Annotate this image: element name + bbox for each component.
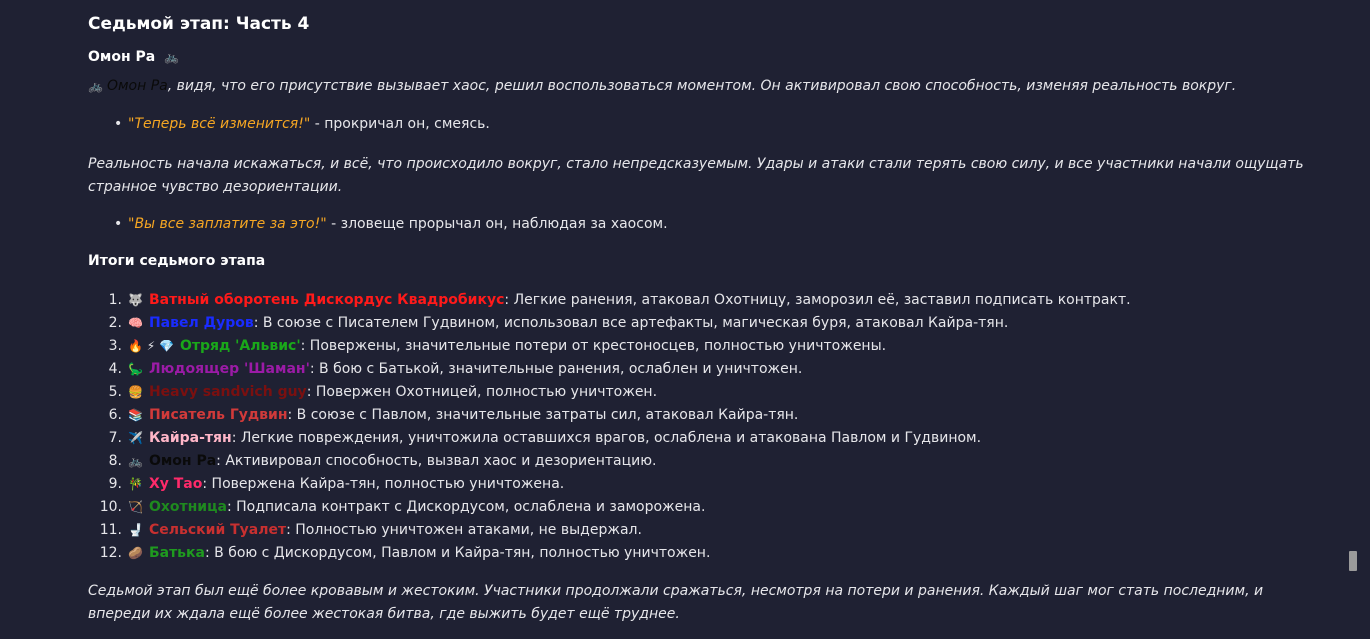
result-character-name: Сельский Туалет <box>148 522 287 538</box>
intro-paragraph <box>88 75 1236 98</box>
intro-character-name: Омон Ра <box>106 78 168 94</box>
result-character-name: Батька <box>148 545 205 561</box>
result-number: 12. <box>99 545 122 561</box>
result-number: 6. <box>108 407 122 423</box>
result-text: : Полностью уничтожен атаками, не выдержал. <box>286 522 642 538</box>
section-heading-omon-label: Омон Ра <box>88 49 156 65</box>
result-character-name: Heavy sandvich guy <box>148 384 307 400</box>
result-number: 2. <box>108 315 122 331</box>
result-icon: 🧠 <box>128 316 143 330</box>
quote-1-rest: - прокричал он, смеясь. <box>310 116 490 132</box>
paragraph-2: Реальность начала искажаться, и всё, что происходило вокруг, стало непредсказуемым. Удары и атаки стали терять свою силу, и все участники начали ощущать странное чувство дезориентации. <box>88 156 1304 195</box>
result-character-name: Охотница <box>148 499 227 515</box>
result-text: : Легкие ранения, атаковал Охотницу, заморозил её, заставил подписать контракт. <box>504 292 1131 308</box>
result-text: : Активировал способность, вызвал хаос и дезориентацию. <box>216 453 657 469</box>
result-icon: 🚲 <box>128 454 143 468</box>
scrollbar-thumb[interactable] <box>1349 551 1357 571</box>
result-text: : Повержены, значительные потери от крестоносцев, полностью уничтожены. <box>300 338 887 354</box>
result-number: 9. <box>108 476 122 492</box>
quote-2-rest: - зловеще прорычал он, наблюдая за хаосом. <box>326 216 668 232</box>
result-icon: 🏹 <box>128 500 143 514</box>
result-character-name: Отряд 'Альвис' <box>179 338 301 354</box>
result-item <box>88 450 656 473</box>
result-text: : В союзе с Павлом, значительные затраты сил, атаковал Кайра-тян. <box>287 407 799 423</box>
result-item <box>88 404 798 427</box>
result-icon: 🥔 <box>128 546 143 560</box>
quote-2: "Вы все заплатите за это!" <box>128 216 327 232</box>
result-text: : В бою с Батькой, значительные ранения, ослаблен и уничтожен. <box>309 361 803 377</box>
result-item <box>88 335 886 358</box>
page-title: Седьмой этап: Часть 4 <box>88 14 310 34</box>
result-icon: 🔥 ⚡ 💎 <box>128 339 174 353</box>
result-character-name: Омон Ра <box>148 453 217 469</box>
result-icon: 🎋 <box>128 477 143 491</box>
intro-text: , видя, что его присутствие вызывает хаос, решил воспользоваться моментом. Он активировал свою способность, изменяя реальность вокруг. <box>167 78 1237 94</box>
result-character-name: Кайра-тян <box>148 430 232 446</box>
outro-paragraph: Седьмой этап был ещё более кровавым и жестоким. Участники продолжали сражаться, несмотря на потери и ранения. Каждый шаг мог стать последним, и впереди их ждала ещё более жестокая битва, где выжить будет ещё труднее. <box>88 583 1264 622</box>
results-heading: Итоги седьмого этапа <box>88 253 266 269</box>
result-text: : В союзе с Писателем Гудвином, использовал все артефакты, магическая буря, атаковал Кайра-тян. <box>253 315 1009 331</box>
quote-1: "Теперь всё изменится!" <box>128 116 311 132</box>
result-icon: ✈️ <box>128 431 143 445</box>
result-character-name: Павел Дуров <box>148 315 254 331</box>
result-item <box>88 473 564 496</box>
section-heading-omon <box>88 49 179 65</box>
result-character-name: Ватный оборотень Дискордус Квадробикус <box>148 292 505 308</box>
result-text: : Легкие повреждения, уничтожила оставшихся врагов, ослаблена и атакована Павлом и Гудвином. <box>231 430 982 446</box>
result-number: 8. <box>108 453 122 469</box>
result-number: 10. <box>99 499 122 515</box>
result-number: 5. <box>108 384 122 400</box>
bicycle-icon: 🚲 <box>88 79 103 93</box>
result-item <box>88 542 710 565</box>
result-number: 7. <box>108 430 122 446</box>
result-number: 3. <box>108 338 122 354</box>
result-icon: 🍔 <box>128 385 143 399</box>
bicycle-icon: 🚲 <box>164 50 180 64</box>
result-number: 1. <box>108 292 122 308</box>
result-text: : В бою с Дискордусом, Павлом и Кайра-тян, полностью уничтожен. <box>205 545 711 561</box>
result-item <box>88 358 802 381</box>
result-icon: 🚽 <box>128 523 143 537</box>
result-character-name: Ху Тао <box>148 476 203 492</box>
result-icon: 📚 <box>128 408 143 422</box>
result-text: : Повержен Охотницей, полностью уничтожен. <box>306 384 658 400</box>
result-item <box>88 427 981 450</box>
result-text: : Повержена Кайра-тян, полностью уничтожена. <box>202 476 565 492</box>
result-number: 11. <box>99 522 122 538</box>
result-icon: 🐺 <box>128 293 143 307</box>
result-text: : Подписала контракт с Дискордусом, ослаблена и заморожена. <box>226 499 706 515</box>
result-item <box>88 312 1008 335</box>
result-item <box>88 289 1131 312</box>
result-character-name: Людоящер 'Шаман' <box>148 361 310 377</box>
result-character-name: Писатель Гудвин <box>148 407 288 423</box>
result-item <box>88 381 657 404</box>
result-number: 4. <box>108 361 122 377</box>
result-item <box>88 496 705 519</box>
result-item <box>88 519 642 542</box>
result-icon: 🦕 <box>128 362 143 376</box>
